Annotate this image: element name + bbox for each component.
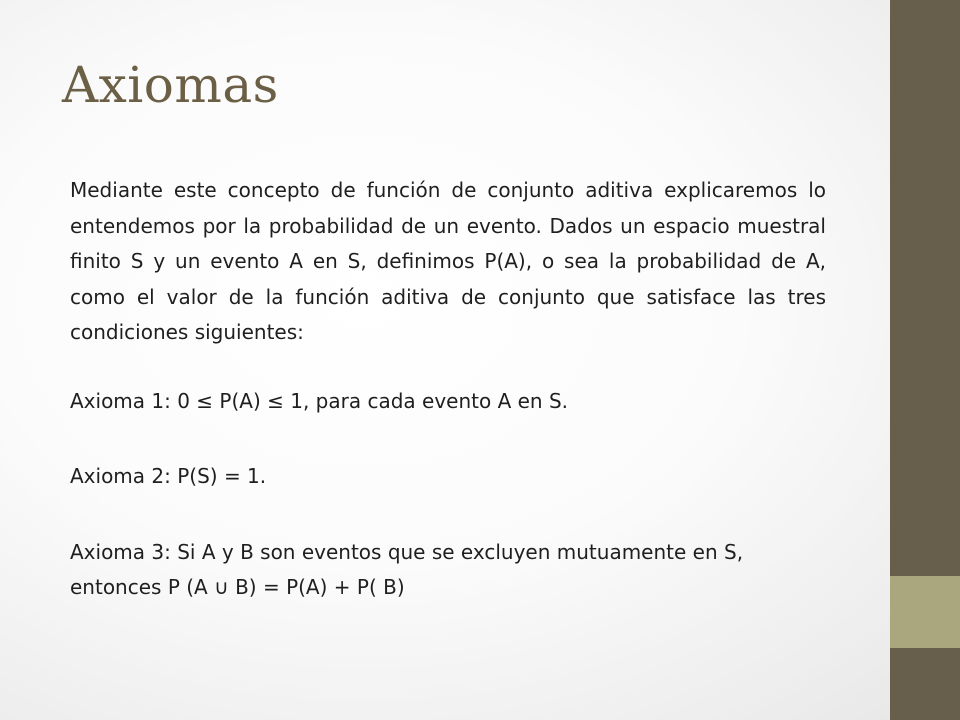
sidebar-band-bottom	[890, 648, 960, 720]
slide-content	[70, 173, 826, 606]
intro-paragraph: Mediante este concepto de función de conjunto aditiva explicaremos lo entendemos por la probabilidad de un evento. Dados un espacio muestral finito S y un evento A en S, definimos P(A), o sea la probabilidad de A, como el valor de la función aditiva de conjunto que satisface las tres condiciones siguientes:	[70, 178, 826, 344]
slide-title: Axiomas	[62, 56, 279, 114]
axiom-2: Axioma 2: P(S) = 1.	[70, 464, 267, 488]
axiom-3: Axioma 3: Si A y B son eventos que se excluyen mutuamente en S, entonces P (A ∪ B) = P(A) + P( B)	[70, 539, 744, 599]
axiom-1: Axioma 1: 0 ≤ P(A) ≤ 1, para cada evento A en S.	[70, 388, 569, 413]
decorative-sidebar	[890, 0, 960, 720]
sidebar-band-accent	[890, 576, 960, 648]
sidebar-band-top	[890, 0, 960, 576]
